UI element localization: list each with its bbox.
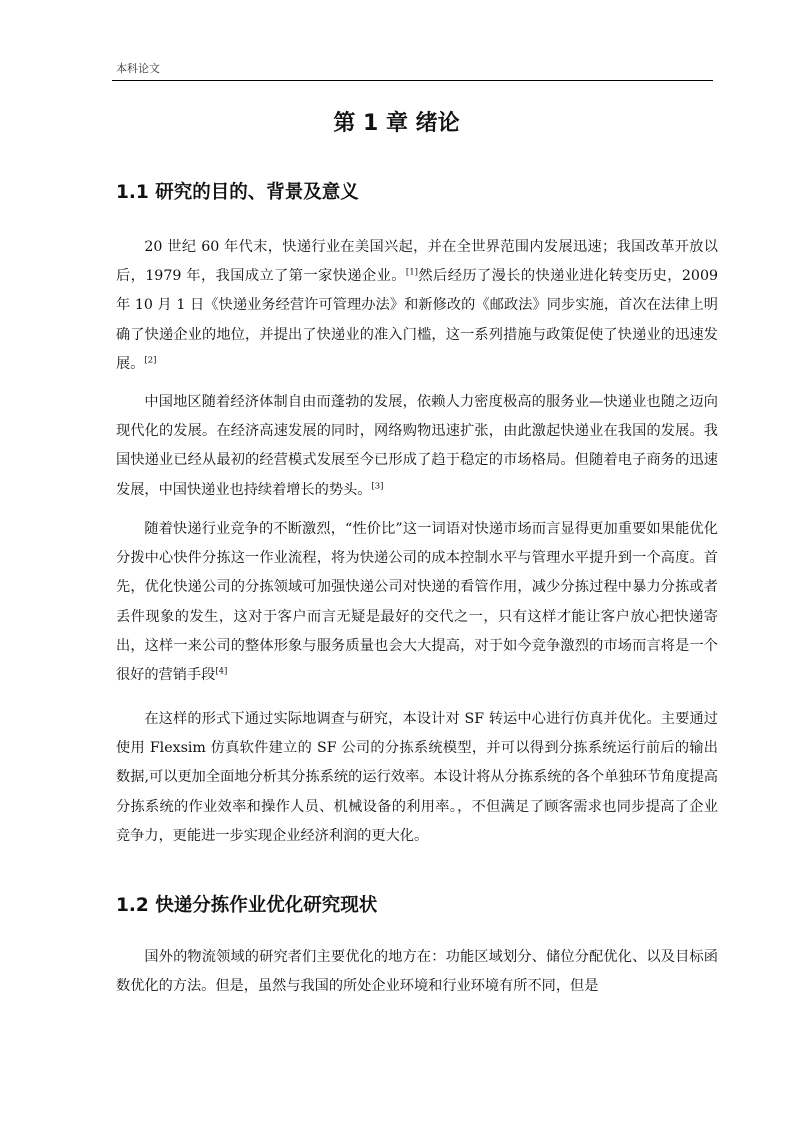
header-rule	[112, 80, 713, 81]
paragraph-1-text-a: 20 世纪 60 年代末，快递行业在美国兴起，并在全世界范围内发展迅速；我国改革开放以后，1979 年，我国成立了第一家快递企业。	[116, 239, 718, 285]
citation-4: [4]	[215, 666, 228, 677]
chapter-title: 第 1 章 绪论	[333, 111, 460, 136]
paragraph-3	[116, 515, 718, 690]
paragraph-1	[116, 233, 718, 379]
paragraph-5	[116, 943, 718, 1001]
citation-2: [2]	[144, 355, 157, 366]
paragraph-2	[116, 388, 718, 505]
paragraph-4-text: 在这样的形式下通过实际地调查与研究，本设计对 SF 转运中心进行仿真并优化。主要通过使用 Flexsim 仿真软件建立的 SF 公司的分拣系统模型，并可以得到分拣系统运行前后的输出数据,可以更加全面地分析其分拣系统的运行效率。本设计将从分拣系统的各个单独环节角度提高分拣系统的作业效率和操作人员、机械设备的利用率。，不但满足了顾客需求也同步提高了企业竞争力，更能进一步实现企业经济利润的更大化。	[116, 711, 718, 844]
section-title-1-2: 1.2 快递分拣作业优化研究现状	[116, 895, 378, 916]
citation-1: [1]	[405, 267, 418, 278]
citation-3: [3]	[371, 480, 384, 491]
paragraph-4	[116, 705, 718, 851]
paragraph-5-text: 国外的物流领域的研究者们主要优化的地方在：功能区域划分、储位分配优化、以及目标函数优化的方法。但是，虽然与我国的所处企业环境和行业环境有所不同，但是	[116, 949, 718, 995]
paragraph-2-text: 中国地区随着经济体制自由而蓬勃的发展，依赖人力密度极高的服务业—快递业也随之迈向现代化的发展。在经济高速发展的同时，网络购物迅速扩张，由此激起快递业在我国的发展。我国快递业已经从最初的经营模式发展至今已形成了趋于稳定的市场格局。但随着电子商务的迅速发展，中国快递业也持续着增长的势头。	[116, 394, 718, 498]
section-title-1-1: 1.1 研究的目的、背景及意义	[116, 182, 359, 203]
paragraph-3-text: 随着快递行业竞争的不断激烈，“性价比”这一词语对快递市场而言显得更加重要如果能优化分拨中心快件分拣这一作业流程，将为快递公司的成本控制水平与管理水平提升到一个高度。首先，优化快递公司的分拣领域可加强快递公司对快递的看管作用，减少分拣过程中暴力分拣或者丢件现象的发生，这对于客户而言无疑是最好的交代之一，只有这样才能让客户放心把快递寄出，这样一来公司的整体形象与服务质量也会大大提高，对于如今竞争激烈的市场而言将是一个很好的营销手段	[116, 521, 718, 684]
paragraph-1-text-b: 然后经历了漫长的快递业进化转变历史，2009 年 10 月 1 日《快递业务经营许可管理办法》和新修改的《邮政法》同步实施，首次在法律上明确了快递企业的地位，并提出了快递业的准入门槛，这一系列措施与政策促使了快递业的迅速发展。	[116, 268, 719, 372]
running-header: 本科论文	[116, 62, 160, 75]
